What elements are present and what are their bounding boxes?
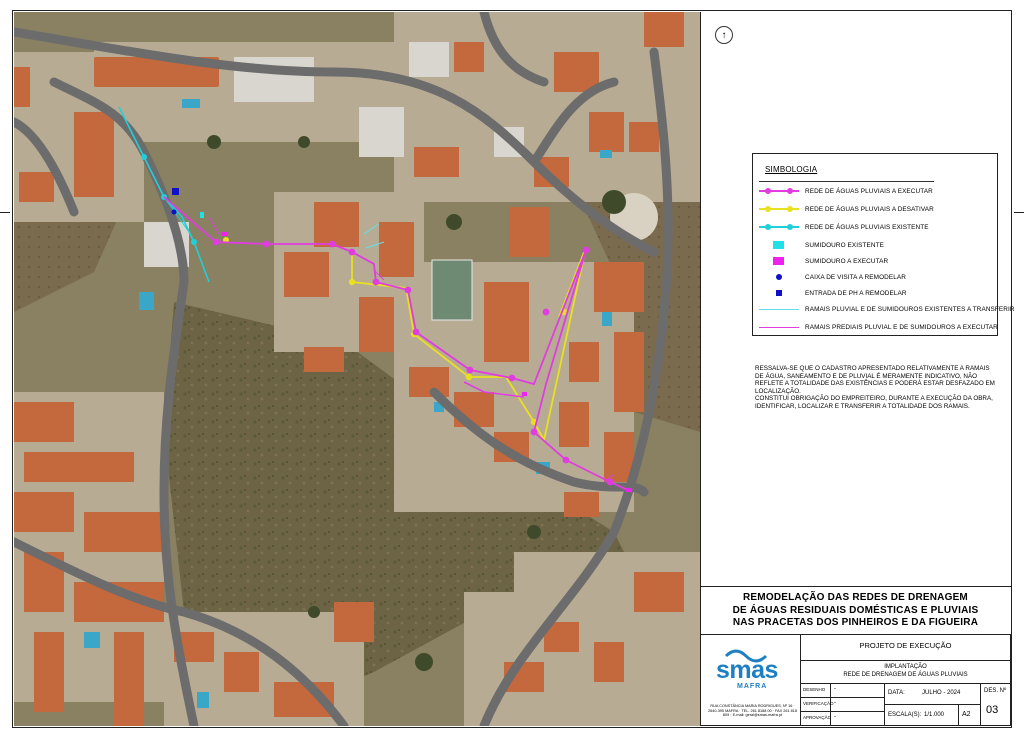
company-address: RUA CONSTÂNCIA MARIA RODRIGUES, Nº 16 · 2640-395 MAFRA · TEL. 261 8188 00 · FAX 261 818 809 · E-mail: geral@smas-mafra.pt — [707, 704, 797, 718]
crop-mark-right — [1014, 212, 1024, 213]
legend-item — [759, 186, 933, 196]
legend-title: SIMBOLOGIA — [765, 165, 818, 174]
legend-title-underline — [759, 181, 934, 182]
desenho-value: - — [834, 686, 836, 692]
legend-item-label: ENTRADA DE PH A REMODELAR — [805, 289, 907, 297]
desenho-label: DESENHO — [803, 687, 826, 692]
legend-item-label: RAMAIS PREDIAIS PLUVIAL E DE SUMIDOUROS A EXECUTAR — [805, 323, 998, 331]
legend-item-label: RAMAIS PLUVIAL E DE SUMIDOUROS EXISTENTES A TRANSFERIR — [805, 305, 1015, 313]
project-title-box — [700, 586, 1011, 634]
map-canvas — [14, 12, 700, 726]
tb-vline-2 — [958, 704, 959, 726]
legend-box — [752, 153, 1015, 336]
legend-symbol-icon — [759, 240, 799, 250]
legend-item-label: SUMIDOURO EXISTENTE — [805, 241, 884, 249]
disclaimer-paragraph-2: CONSTITUI OBRIGAÇÃO DO EMPREITEIRO, DURANTE A EXECUÇÃO DA OBRA, IDENTIFICAR, LOCALIZAR E TRANSFERIR A TOTALIDADE DOS RAMAIS. — [755, 395, 993, 410]
legend-item — [759, 222, 929, 232]
tb-hline-4 — [800, 697, 884, 698]
legend-item-label: REDE DE ÁGUAS PLUVIAIS A DESATIVAR — [805, 205, 934, 213]
legend-item-label: REDE DE ÁGUAS PLUVIAIS A EXECUTAR — [805, 187, 933, 195]
legend-item — [759, 288, 907, 298]
data-label: DATA: — [888, 690, 905, 696]
aerial-map[interactable] — [14, 12, 700, 726]
legend-symbol-icon — [759, 322, 799, 332]
legend-item — [759, 256, 888, 266]
project-title-line-3: NAS PRACETAS DOS PINHEIROS E DA FIGUEIRA — [732, 617, 979, 628]
legend-item — [759, 272, 906, 282]
escala-label: ESCALA(S): — [888, 712, 922, 718]
legend-item — [759, 240, 884, 250]
legend-item — [759, 304, 1015, 314]
subject-line-1: IMPLANTAÇÃO — [884, 664, 927, 670]
manhole-marker — [172, 210, 177, 215]
legend-item — [759, 204, 934, 214]
drawing-number: 03 — [986, 704, 999, 716]
tb-vline-3 — [980, 683, 981, 726]
escala-value: 1/1.000 — [924, 712, 945, 718]
sheet-format: A2 — [962, 711, 971, 718]
legend-symbol-icon — [759, 272, 799, 282]
subject-line-2: REDE DE DRENAGEM DE ÁGUAS PLUVIAIS — [843, 672, 968, 678]
project-title-line-2: DE ÁGUAS RESIDUAIS DOMÉSTICAS E PLUVIAIS — [732, 604, 979, 616]
logo-subtitle: MAFRA — [737, 683, 768, 690]
crop-mark-left — [0, 212, 10, 213]
verificacao-value: - — [834, 700, 836, 706]
project-title-line-1: REMODELAÇÃO DAS REDES DE DRENAGEM — [743, 592, 968, 603]
aprovacao-value: - — [834, 714, 836, 720]
drawing-number-label: DES. Nº — [984, 688, 1007, 694]
legend-symbol-icon — [759, 186, 799, 196]
tb-hline-1 — [800, 660, 1011, 661]
legend-item-label: SUMIDOURO A EXECUTAR — [805, 257, 889, 265]
disclaimer-paragraph-1: RESSALVA-SE QUE O CADASTRO APRESENTADO RELATIVAMENTE A RAMAIS DE ÁGUA, SANEAMENTO E DE PLUVIAL É MERAMENTE INDICATIVO, NÃO REFLETE A TOTALIDADE DAS EXISTÊNCIAS E PODERÁ ESTAR DESFAZADO EM LOCALIZAÇÃO. — [755, 365, 995, 395]
ph-entry-marker — [172, 188, 179, 195]
aprovacao-label: APROVAÇÃO — [803, 715, 832, 720]
north-arrow-icon: ↑ — [715, 26, 733, 44]
tb-hline-5 — [800, 711, 884, 712]
legend-symbol-icon — [759, 304, 799, 314]
logo-name: smas — [716, 656, 778, 684]
sports-court — [432, 260, 472, 320]
legend-item-label: REDE DE ÁGUAS PLUVIAIS EXISTENTE — [805, 223, 929, 231]
verificacao-label: VERIFICAÇÃO — [803, 701, 834, 706]
legend-item-label: CAIXA DE VISITA A REMODELAR — [805, 273, 906, 281]
legend-symbol-icon — [759, 256, 799, 266]
legend-item — [759, 322, 998, 332]
phase-label: PROJETO DE EXECUÇÃO — [859, 641, 952, 650]
legend-symbol-icon — [759, 204, 799, 214]
tb-hline-3 — [884, 704, 980, 705]
disclaimer-note — [755, 365, 995, 411]
legend-symbol-icon — [759, 222, 799, 232]
data-value: JULHO - 2024 — [922, 690, 961, 696]
legend-symbol-icon — [759, 288, 799, 298]
tb-vline-1 — [884, 683, 885, 726]
